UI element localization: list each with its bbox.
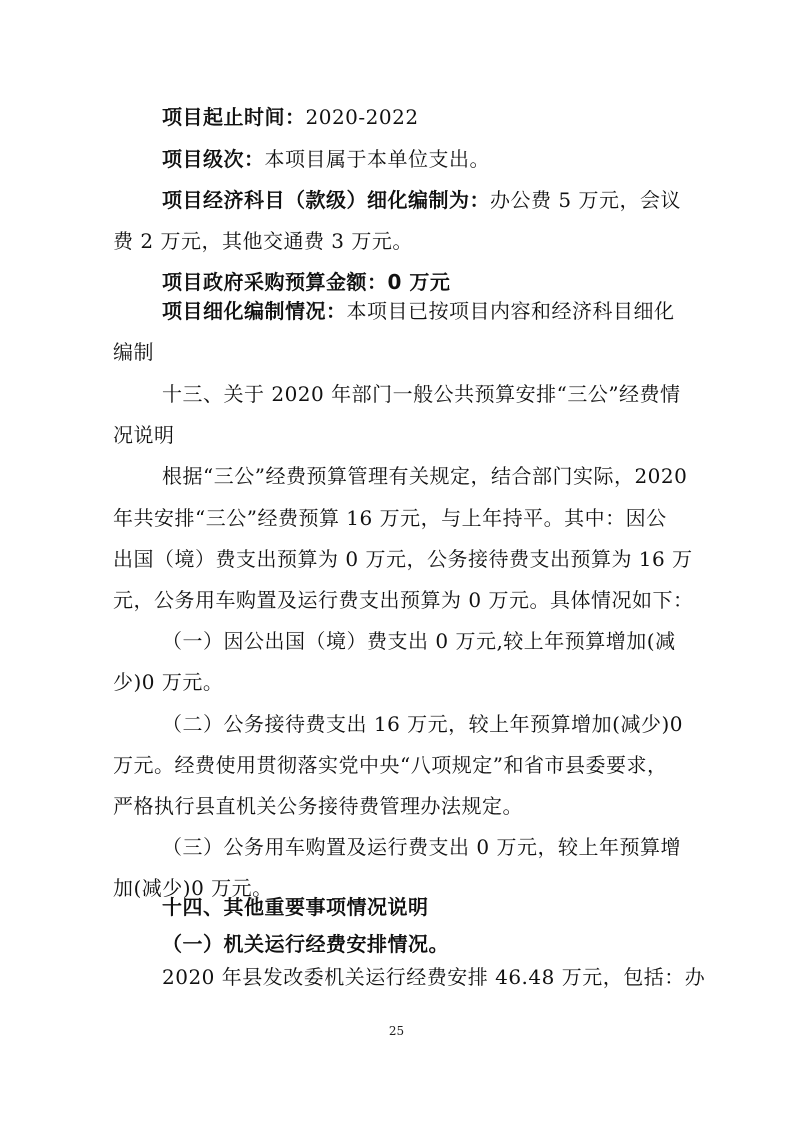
section14-heading: 十四、其他重要事项情况说明 [162,895,429,919]
project-subject-line [162,186,681,214]
project-detail-line [162,297,675,325]
page-number: 25 [388,1024,405,1038]
project-procurement-line: 项目政府采购预算金额：0 万元 [162,270,451,294]
section13-intro-line: 元，公务用车购置及运行费支出预算为 0 万元。具体情况如下： [113,588,694,612]
project-level-value: 本项目属于本单位支出。 [264,147,490,171]
section13-item2: （二）公务接待费支出 16 万元，较上年预算增加(减少)0 [162,712,683,736]
section13-item2-continuation: 严格执行县直机关公务接待费管理办法规定。 [113,794,523,818]
section13-intro-line: 出国（境）费支出预算为 0 万元，公务接待费支出预算为 16 万 [113,547,693,571]
section13-item3: （三）公务用车购置及运行费支出 0 万元，较上年预算增 [162,835,681,859]
section13-heading-continuation: 况说明 [113,423,175,447]
section13-heading: 十三、关于 2020 年部门一般公共预算安排“三公”经费情 [162,382,681,406]
section13-item1: （一）因公出国（境）费支出 0 万元,较上年预算增加(减 [162,629,676,653]
project-detail-value: 本项目已按项目内容和经济科目细化 [346,299,675,323]
project-subject-label: 项目经济科目（款级）细化编制为： [162,188,490,212]
project-period-value: 2020-2022 [305,105,419,129]
section13-item2-continuation: 万元。经费使用贯彻落实党中央“八项规定”和省市县委要求， [113,753,668,777]
section14-body-line: 2020 年县发改委机关运行经费安排 46.48 万元，包括：办 [162,965,706,989]
project-subject-value: 办公费 5 万元，会议 [490,188,681,212]
section13-intro-line: 根据“三公”经费预算管理有关规定，结合部门实际，2020 [162,464,688,488]
section14-subheading: （一）机关运行经费安排情况。 [162,932,449,956]
project-period-label: 项目起止时间： [162,105,306,129]
project-detail-continuation: 编制 [113,340,154,364]
section13-item1-continuation: 少)0 万元。 [113,670,224,694]
project-detail-label: 项目细化编制情况： [162,299,347,323]
project-subject-continuation: 费 2 万元，其他交通费 3 万元。 [113,229,413,253]
project-level-line [162,145,490,173]
section13-item3-continuation: 加(减少)0 万元。 [113,876,273,900]
section13-intro-line: 年共安排“三公”经费预算 16 万元，与上年持平。其中：因公 [113,506,667,530]
project-level-label: 项目级次： [162,147,265,171]
project-period-line [162,103,419,131]
